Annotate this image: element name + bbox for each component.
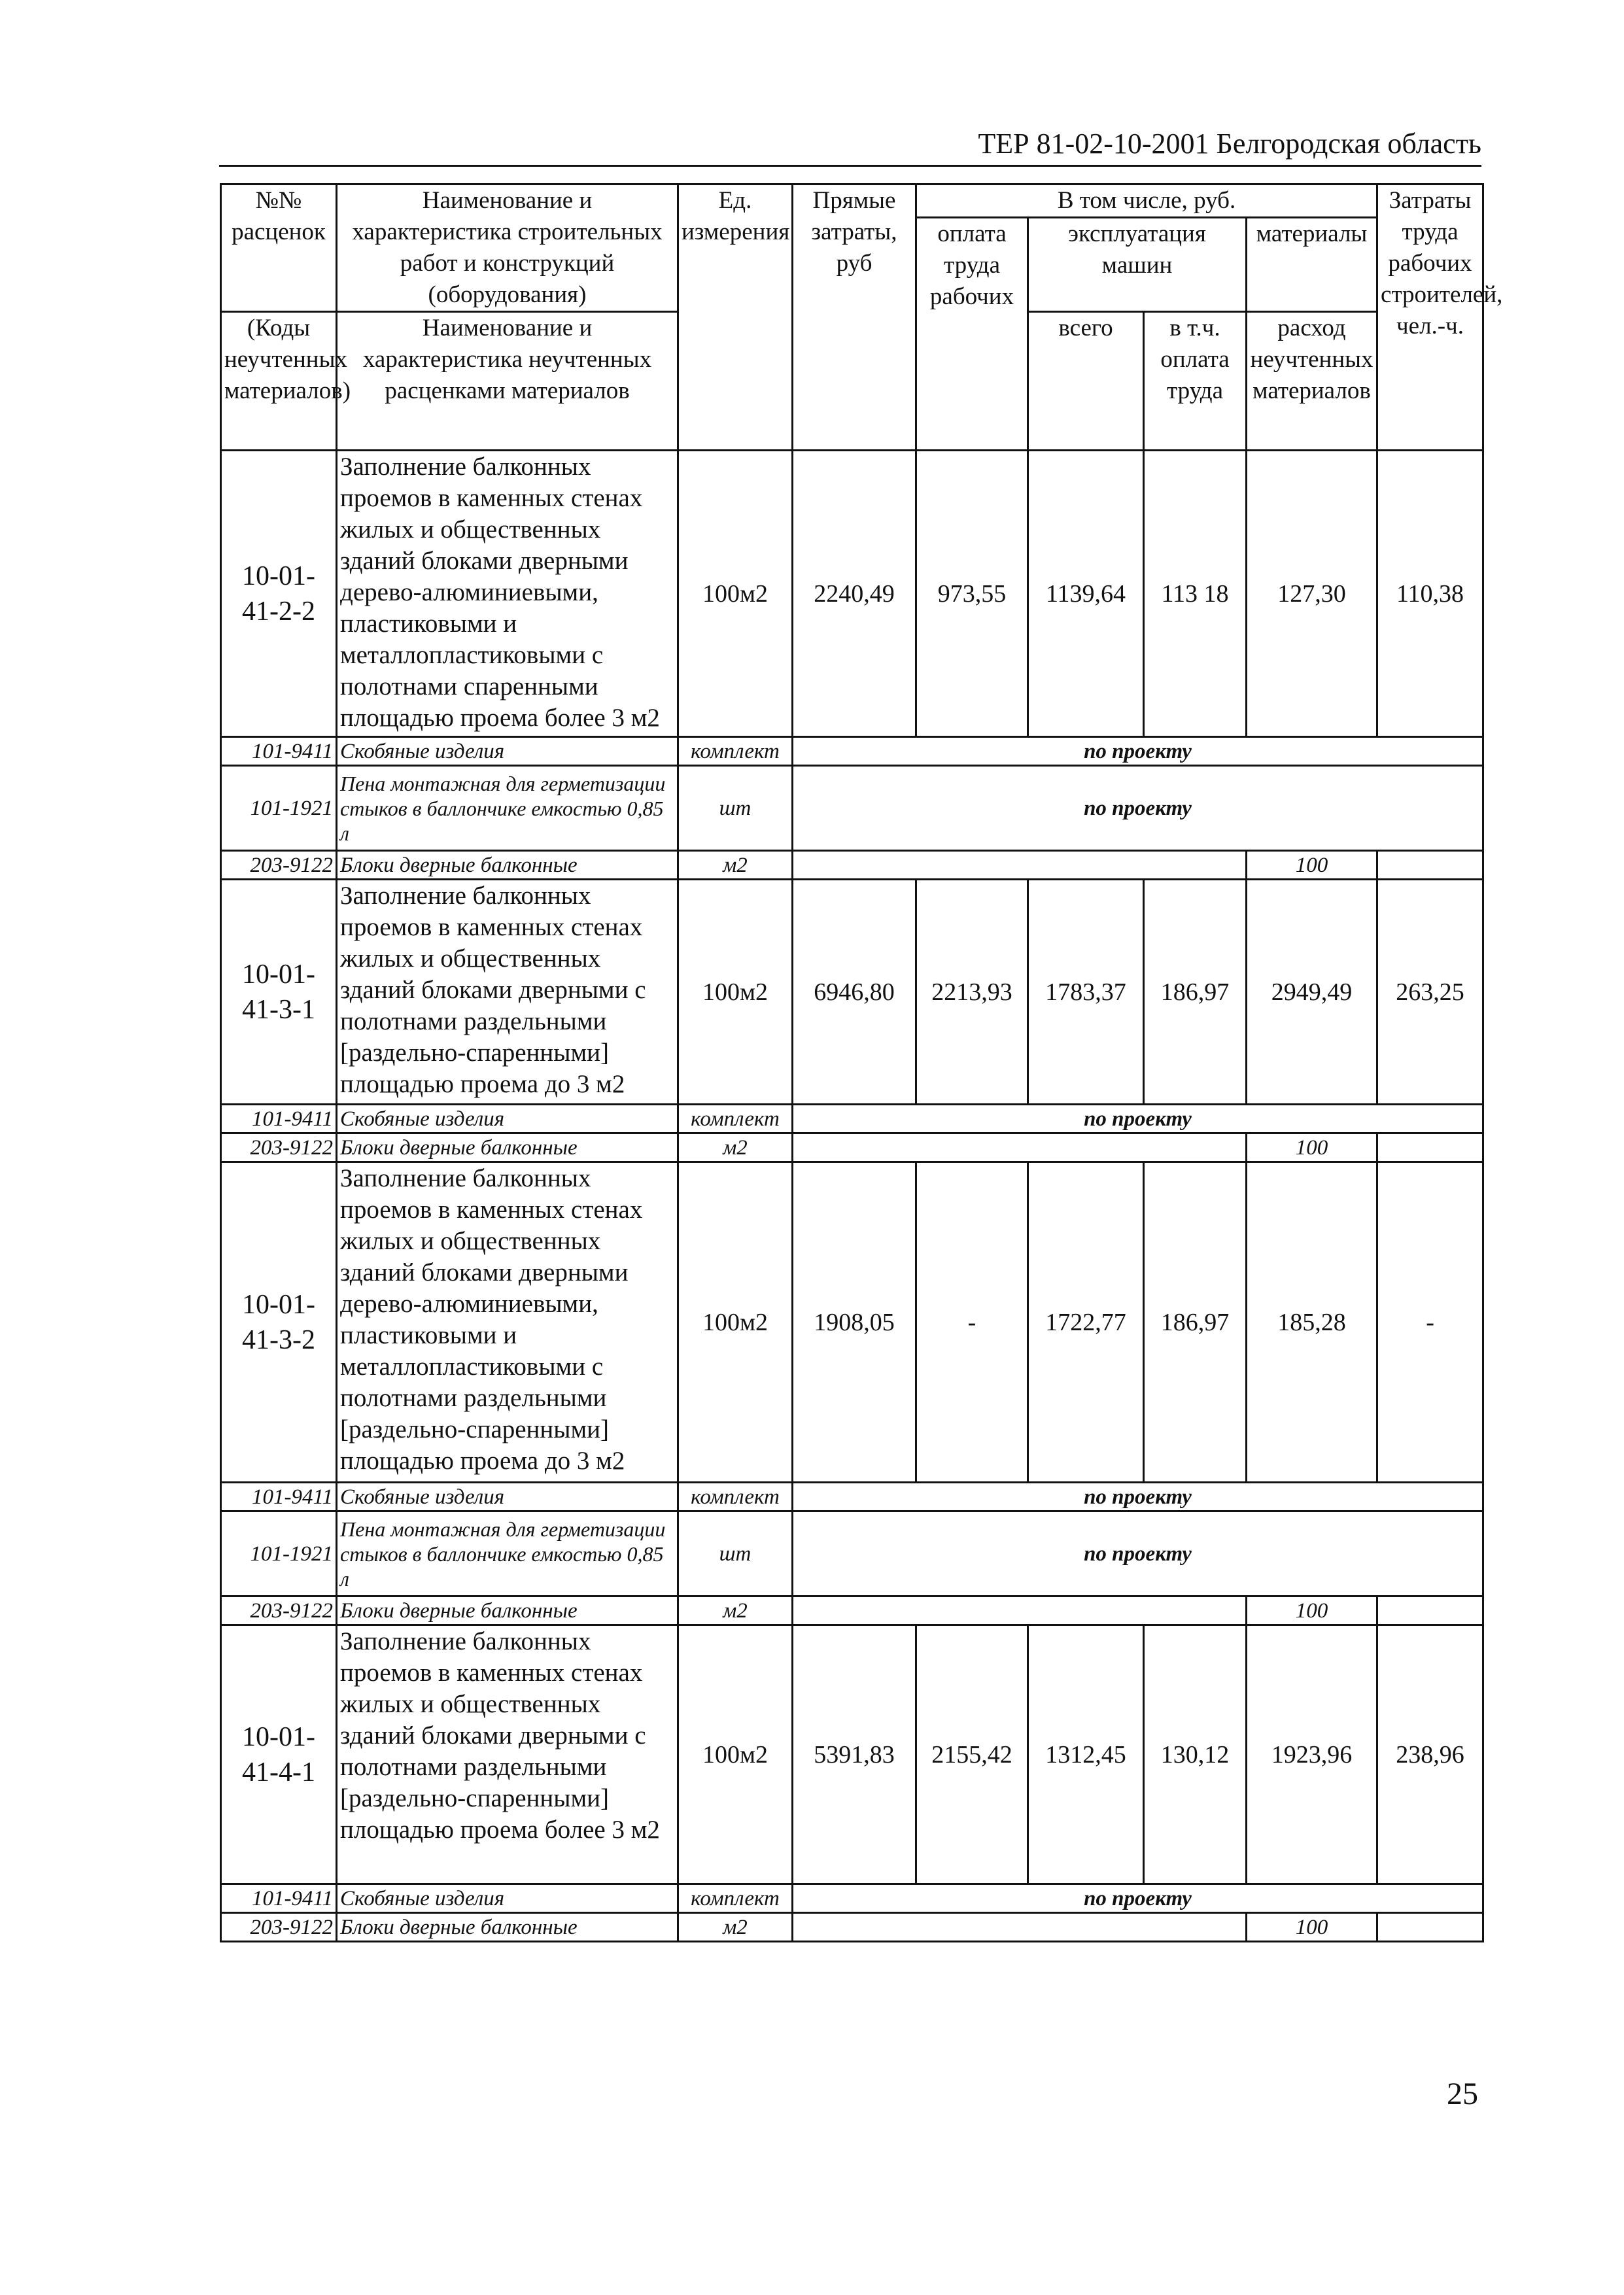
material-row bbox=[221, 766, 1483, 851]
rate-unit: 100м2 bbox=[678, 1162, 793, 1483]
material-name: Блоки дверные балконные bbox=[337, 1596, 678, 1625]
material-code: 203-9122 bbox=[221, 851, 337, 880]
material-unit: м2 bbox=[678, 1133, 793, 1162]
header-materials: материалы bbox=[1247, 218, 1377, 312]
rate-description: Заполнение балконных проемов в каменных стенах жилых и общественных зданий блоками дверными дерево-алюминиевыми, пластиковыми и металлопластиковыми с полотнами спаренными площадью проема более 3 м2 bbox=[337, 451, 678, 737]
material-row bbox=[221, 1913, 1483, 1942]
material-value: 100 bbox=[1247, 1133, 1377, 1162]
rate-machines-total: 1139,64 bbox=[1028, 451, 1144, 737]
rate-machines-pay: 186,97 bbox=[1144, 1162, 1247, 1483]
material-empty bbox=[1377, 1133, 1483, 1162]
rate-labor-pay: 2155,42 bbox=[916, 1625, 1028, 1884]
material-empty bbox=[1377, 851, 1483, 880]
rate-labor-cost: 238,96 bbox=[1377, 1625, 1483, 1884]
material-empty bbox=[1377, 1913, 1483, 1942]
material-unit: шт bbox=[678, 766, 793, 851]
material-code: 101-9411 bbox=[221, 1105, 337, 1133]
material-empty bbox=[793, 1913, 1247, 1942]
material-unit: комплект bbox=[678, 737, 793, 766]
material-value: 100 bbox=[1247, 1596, 1377, 1625]
material-code: 203-9122 bbox=[221, 1596, 337, 1625]
rate-direct-cost: 2240,49 bbox=[793, 451, 916, 737]
material-code: 101-1921 bbox=[221, 766, 337, 851]
material-unit: комплект bbox=[678, 1483, 793, 1511]
material-row bbox=[221, 1483, 1483, 1511]
material-value: 100 bbox=[1247, 851, 1377, 880]
material-unit: комплект bbox=[678, 1884, 793, 1913]
rate-machines-total: 1722,77 bbox=[1028, 1162, 1144, 1483]
header-material-usage: расход неучтенных материалов bbox=[1247, 312, 1377, 451]
rate-unit: 100м2 bbox=[678, 451, 793, 737]
header-material-name: Наименование и характеристика неучтенных расценками материалов bbox=[337, 312, 678, 451]
material-code: 101-9411 bbox=[221, 1884, 337, 1913]
header-labor-cost: Затраты труда рабочих строителей, чел.-ч. bbox=[1377, 184, 1483, 451]
rate-row bbox=[221, 451, 1483, 737]
material-unit: м2 bbox=[678, 1596, 793, 1625]
material-row bbox=[221, 1105, 1483, 1133]
rate-materials: 2949,49 bbox=[1247, 880, 1377, 1105]
rate-machines-pay: 130,12 bbox=[1144, 1625, 1247, 1884]
header-incl: В том числе, руб. bbox=[916, 184, 1377, 218]
rate-machines-total: 1783,37 bbox=[1028, 880, 1144, 1105]
rate-direct-cost: 6946,80 bbox=[793, 880, 916, 1105]
rate-code: 10-01-41-3-1 bbox=[221, 880, 337, 1105]
rate-labor-cost: 263,25 bbox=[1377, 880, 1483, 1105]
rate-row bbox=[221, 1625, 1483, 1884]
material-empty bbox=[793, 1133, 1247, 1162]
rate-labor-pay: 2213,93 bbox=[916, 880, 1028, 1105]
material-row bbox=[221, 737, 1483, 766]
rate-labor-pay: - bbox=[916, 1162, 1028, 1483]
page-header: ТЕР 81-02-10-2001 Белгородская область bbox=[978, 128, 1481, 160]
page-number: 25 bbox=[1447, 2077, 1478, 2111]
material-name: Пена монтажная для герметизации стыков в баллончике емкостью 0,85 л bbox=[337, 766, 678, 851]
material-value: 100 bbox=[1247, 1913, 1377, 1942]
material-value: по проекту bbox=[793, 737, 1483, 766]
material-code: 101-9411 bbox=[221, 737, 337, 766]
rate-description: Заполнение балконных проемов в каменных стенах жилых и общественных зданий блоками дверными с полотнами раздельными [раздельно-спаренными] площадью проема более 3 м2 bbox=[337, 1625, 678, 1884]
rate-machines-total: 1312,45 bbox=[1028, 1625, 1144, 1884]
material-value: по проекту bbox=[793, 766, 1483, 851]
material-name: Блоки дверные балконные bbox=[337, 1913, 678, 1942]
material-value: по проекту bbox=[793, 1884, 1483, 1913]
material-row bbox=[221, 1133, 1483, 1162]
material-code: 203-9122 bbox=[221, 1913, 337, 1942]
material-name: Блоки дверные балконные bbox=[337, 1133, 678, 1162]
material-row bbox=[221, 851, 1483, 880]
rate-materials: 1923,96 bbox=[1247, 1625, 1377, 1884]
material-unit: шт bbox=[678, 1511, 793, 1596]
rate-row bbox=[221, 880, 1483, 1105]
rate-row bbox=[221, 1162, 1483, 1483]
material-empty bbox=[793, 851, 1247, 880]
rate-materials: 185,28 bbox=[1247, 1162, 1377, 1483]
material-code: 101-9411 bbox=[221, 1483, 337, 1511]
rate-description: Заполнение балконных проемов в каменных стенах жилых и общественных зданий блоками дверными с полотнами раздельными [раздельно-спаренными] площадью проема до 3 м2 bbox=[337, 880, 678, 1105]
material-name: Скобяные изделия bbox=[337, 737, 678, 766]
rate-unit: 100м2 bbox=[678, 880, 793, 1105]
rate-code: 10-01-41-3-2 bbox=[221, 1162, 337, 1483]
material-code: 203-9122 bbox=[221, 1133, 337, 1162]
header-unit: Ед. измерения bbox=[678, 184, 793, 451]
material-value: по проекту bbox=[793, 1511, 1483, 1596]
material-name: Блоки дверные балконные bbox=[337, 851, 678, 880]
header-machines-pay: в т.ч. оплата труда bbox=[1144, 312, 1247, 451]
header-code: №№ расценок bbox=[221, 184, 337, 312]
rate-labor-pay: 973,55 bbox=[916, 451, 1028, 737]
rate-code: 10-01-41-4-1 bbox=[221, 1625, 337, 1884]
header-material-codes: (Коды неучтенных материалов) bbox=[221, 312, 337, 451]
rates-table bbox=[220, 183, 1503, 1942]
material-row bbox=[221, 1511, 1483, 1596]
header-direct: Прямые затраты, руб bbox=[793, 184, 916, 451]
material-name: Скобяные изделия bbox=[337, 1884, 678, 1913]
rate-code: 10-01-41-2-2 bbox=[221, 451, 337, 737]
header-name: Наименование и характеристика строительных работ и конструкций (оборудования) bbox=[337, 184, 678, 312]
rate-labor-cost: 110,38 bbox=[1377, 451, 1483, 737]
material-name: Пена монтажная для герметизации стыков в баллончике емкостью 0,85 л bbox=[337, 1511, 678, 1596]
material-code: 101-1921 bbox=[221, 1511, 337, 1596]
material-unit: комплект bbox=[678, 1105, 793, 1133]
rate-materials: 127,30 bbox=[1247, 451, 1377, 737]
header-machines: эксплуатация машин bbox=[1028, 218, 1247, 312]
material-name: Скобяные изделия bbox=[337, 1483, 678, 1511]
material-unit: м2 bbox=[678, 851, 793, 880]
rate-direct-cost: 5391,83 bbox=[793, 1625, 916, 1884]
material-value: по проекту bbox=[793, 1105, 1483, 1133]
rate-machines-pay: 186,97 bbox=[1144, 880, 1247, 1105]
material-row bbox=[221, 1596, 1483, 1625]
material-unit: м2 bbox=[678, 1913, 793, 1942]
header-labor-pay: оплата труда рабочих bbox=[916, 218, 1028, 451]
header-machines-total: всего bbox=[1028, 312, 1144, 451]
material-empty bbox=[1377, 1596, 1483, 1625]
rate-description: Заполнение балконных проемов в каменных стенах жилых и общественных зданий блоками дверными дерево-алюминиевыми, пластиковыми и металлопластиковыми с полотнами раздельными [раздельно-спаренными] площадью проема до 3 м2 bbox=[337, 1162, 678, 1483]
material-empty bbox=[793, 1596, 1247, 1625]
header-divider bbox=[219, 165, 1481, 167]
rate-direct-cost: 1908,05 bbox=[793, 1162, 916, 1483]
rate-unit: 100м2 bbox=[678, 1625, 793, 1884]
rate-machines-pay: 113 18 bbox=[1144, 451, 1247, 737]
material-row bbox=[221, 1884, 1483, 1913]
material-name: Скобяные изделия bbox=[337, 1105, 678, 1133]
material-value: по проекту bbox=[793, 1483, 1483, 1511]
rate-labor-cost: - bbox=[1377, 1162, 1483, 1483]
